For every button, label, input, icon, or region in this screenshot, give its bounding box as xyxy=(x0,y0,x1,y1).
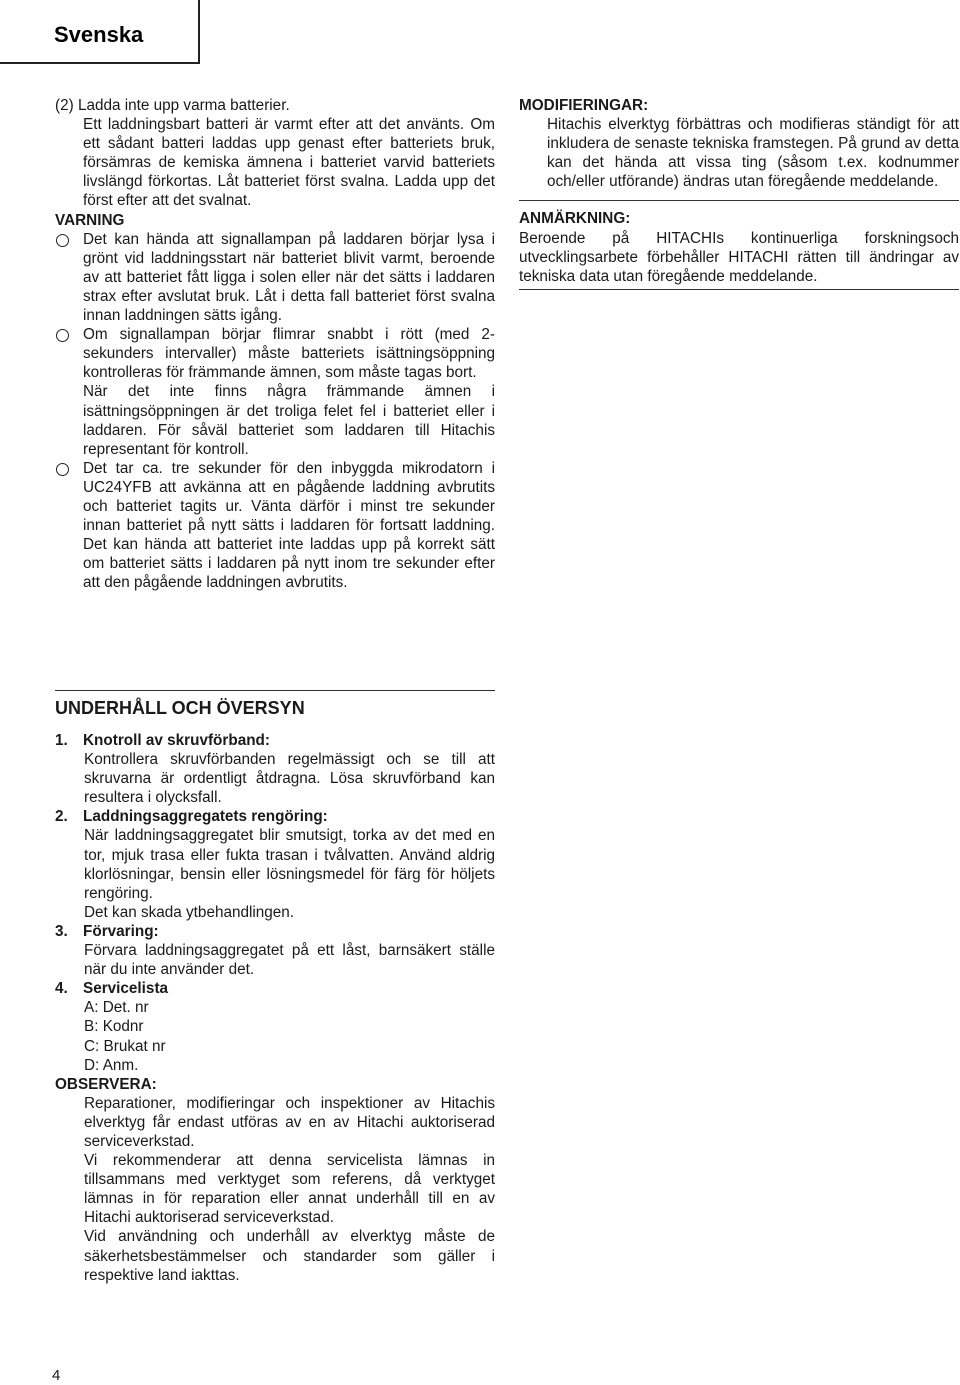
observe-paragraph: Reparationer, modifieringar och inspektioner av Hitachis elverktyg får endast utföras av en av Hitachi auktoriserad serviceverkstad. xyxy=(84,1094,495,1150)
item-body: Kontrollera skruvförbanden regelmässigt och se till att skruvarna är ordentligt åtdragna. Lösa skruvförband kan resultera i olycksfall. xyxy=(84,751,495,807)
modifications-body: Hitachis elverktyg förbättras och modifieras ständigt för att inkludera de senaste tekniska framstegen. På grund av detta kan det hända att vissa ting (såsom t.ex. kodnummer och/eller utförande) ändras utan föregående meddelande. xyxy=(547,116,959,191)
observe-paragraph: Vid användning och underhåll av elverktyg måste de säkerhetsbestämmelser och standarder som gäller i respektive land iakttas. xyxy=(84,1228,495,1284)
warning-bullet-text: Det kan hända att signallampan på laddaren börjar lysa i grönt vid laddningsstart när batteriet blivit varmt, beroende av att batteriet fått ligga i solen eller när det sätts i laddaren strax efter avslutat bruk. Låt i detta fall batteriet först svalna innan laddningen sätts igång. xyxy=(83,230,495,325)
warning-bullet-text: Om signallampan börjar flimrar snabbt i rött (med 2- sekunders intervaller) måste batteriets isättningsöppning kontrolleras för främmande ämnen, som måste tagas bort. xyxy=(83,326,495,382)
circle-bullet-icon xyxy=(56,463,69,476)
warning-bullet-text: Det tar ca. tre sekunder för den inbyggda mikrodatorn i UC24YFB att avkänna att en pågående laddning avbrutits och batteriet tagits ur. Vänta därför i minst tre sekunder innan batteriet på nytt sätts i laddaren för fortsatt laddning. Det kan hända att batteriet inte laddas upp på korrekt sätt om batteriet sätts i laddaren på nytt inom tre sekunder efter att den pågående laddningen avbrutits. xyxy=(83,459,495,592)
warning-bullet-extra: När det inte finns några främmande ämnen i isättningsöppningen är det troliga felet fel i batteriet eller i laddaren. För såväl batteriet som laddaren till Hitachis representant för kontroll. xyxy=(83,383,495,458)
item2-title: (2) Ladda inte upp varma batterier. xyxy=(55,97,290,114)
item-extra: Det kan skada ytbehandlingen. xyxy=(84,903,295,921)
item-number: 4. xyxy=(55,980,68,998)
observe-paragraph: Vi rekommenderar att denna servicelista lämnas in tillsammans med verktyget som referens, då verktyget lämnas in för reparation eller annat underhåll till en av Hitachi auktoriserad serviceverkstad. xyxy=(84,1152,495,1227)
left-column xyxy=(55,96,495,592)
warning-bullet-1 xyxy=(55,230,495,325)
item-body: Förvara laddningsaggregatet på ett låst, barnsäkert ställe när du inte använder det. xyxy=(84,942,495,979)
maintenance-item-3 xyxy=(55,922,495,979)
circle-bullet-icon xyxy=(56,329,69,342)
warning-bullet-3 xyxy=(55,459,495,593)
maintenance-item-2 xyxy=(55,807,495,922)
item-title: Förvaring: xyxy=(83,922,159,940)
language-label: Svenska xyxy=(54,22,144,47)
item-number: 3. xyxy=(55,922,68,940)
divider xyxy=(519,200,959,201)
item-number: 1. xyxy=(55,732,68,749)
item-number: 2. xyxy=(55,808,68,826)
service-list-entry: C: Brukat nr xyxy=(84,1037,166,1055)
maintenance-item-1 xyxy=(55,731,495,807)
maintenance-section xyxy=(55,731,495,1285)
page-number: 4 xyxy=(52,1367,61,1384)
circle-bullet-icon xyxy=(56,234,69,247)
modifications-heading: MODIFIERINGAR: xyxy=(519,97,649,114)
item-title: Knotroll av skruvförband: xyxy=(83,732,270,749)
divider xyxy=(519,289,959,290)
maintenance-item-4 xyxy=(55,979,495,1074)
item2-body: Ett laddningsbart batteri är varmt efter att det använts. Om ett sådant batteri laddas upp genast efter batteriets bruk, försämras de kemiska ämnena i batteriet varvid batteriets livslängd förkortas. Låt batteriet först svalna. Ladda upp det först efter att det svalnat. xyxy=(83,116,495,210)
service-list-entry: D: Anm. xyxy=(84,1056,139,1074)
item-title: Servicelista xyxy=(83,980,169,998)
warning-bullet-2 xyxy=(55,325,495,459)
note-body: Beroende på HITACHIs kontinuerliga forskningsoch utvecklingsarbete förbehåller HITACHI rätten till ändringar av tekniska data utan föregående meddelande. xyxy=(519,229,959,285)
note-heading: ANMÄRKNING: xyxy=(519,210,631,228)
item-body: När laddningsaggregatet blir smutsigt, torka av det med en tor, mjuk trasa eller fukta trasan i tvålvatten. Använd aldrig klorlösningar, bensin eller lösningsmedel för färg för höljets rengöring. xyxy=(84,827,495,902)
item-title: Laddningsaggregatets rengöring: xyxy=(83,808,328,826)
service-list-entry: A: Det. nr xyxy=(84,999,149,1017)
observe-heading: OBSERVERA: xyxy=(55,1075,157,1093)
language-tab xyxy=(0,0,200,64)
service-list-entry: B: Kodnr xyxy=(84,1018,144,1036)
right-column xyxy=(519,96,959,290)
warning-heading: VARNING xyxy=(55,211,125,229)
maintenance-heading: UNDERHÅLL OCH ÖVERSYN xyxy=(55,690,495,719)
